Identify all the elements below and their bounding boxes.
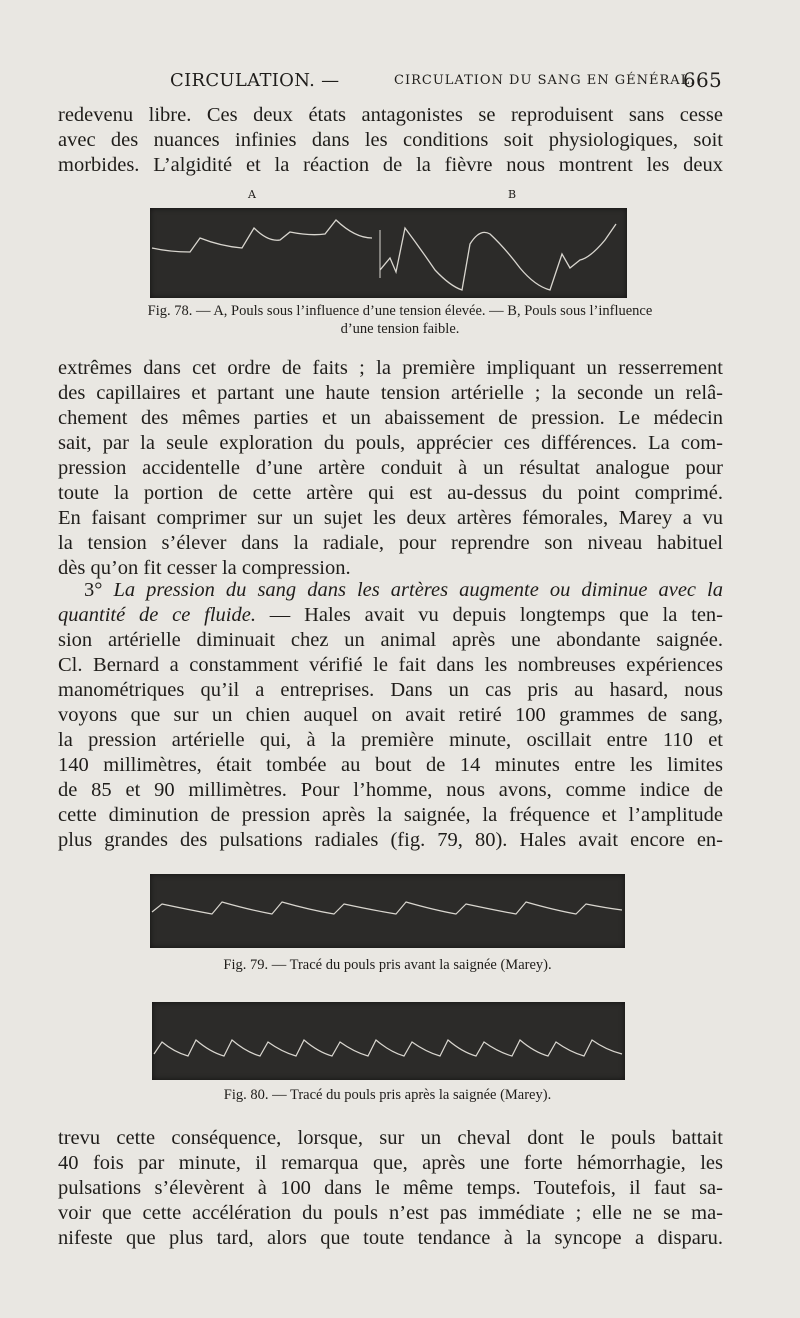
- figure-79-trace-svg: [150, 874, 625, 948]
- text-line: trevu cette conséquence, lorsque, sur un cheval dont le pouls battait: [58, 1127, 723, 1149]
- paragraph-1: [58, 103, 723, 178]
- figure-78-caption: [80, 302, 720, 338]
- text-line: En faisant comprimer sur un sujet les deux artères fémorales, Marey a vu: [58, 507, 723, 529]
- figure-80-trace-svg: [152, 1002, 625, 1080]
- text-line: dès qu’on fit cesser la compression.: [58, 557, 351, 579]
- running-head-title: CIRCULATION. —: [170, 70, 340, 91]
- text-line: manométriques qu’il a entreprises. Dans un cas pris au hasard, nous: [58, 679, 723, 701]
- text-line: la pression artérielle qui, à la première minute, oscillait entre 110 et: [58, 729, 723, 751]
- text-line: voir que cette accélération du pouls n’est pas immédiate ; elle ne se ma-: [58, 1202, 723, 1224]
- text-line: 40 fois par minute, il remarqua que, après une forte hémorrhagie, les: [58, 1152, 723, 1174]
- trace-line: [152, 902, 622, 914]
- text-line: des capillaires et partant une haute tension artérielle ; la seconde un relâ-: [58, 382, 723, 404]
- text-line: sion artérielle diminuait chez un animal après une abondante saignée.: [58, 629, 723, 651]
- running-head-subtitle: CIRCULATION DU SANG EN GÉNÉRAL.: [394, 73, 696, 88]
- italic-heading: La pression du sang dans les artères augmente ou diminue avec la: [113, 579, 723, 601]
- text-line: redevenu libre. Ces deux états antagonistes se reproduisent sans cesse: [58, 104, 723, 126]
- trace-a-line: [152, 220, 372, 252]
- figure-78-caption-line1: Fig. 78. — A, Pouls sous l’influence d’une tension élevée. — B, Pouls sous l’influence: [147, 303, 653, 319]
- text-line: de 85 et 90 millimètres. Pour l’homme, nous avons, comme indice de: [58, 779, 723, 801]
- text-line: 140 millimètres, était tombée au bout de 14 minutes entre les limites: [58, 754, 723, 776]
- figure-78-caption-line2: d’une tension faible.: [340, 321, 460, 337]
- trace-line: [154, 1040, 622, 1056]
- text-line: [58, 603, 723, 628]
- running-head: [58, 66, 722, 96]
- text-line: avec des nuances infinies dans les conditions soit physiologiques, soit: [58, 129, 723, 151]
- figure-79-pulse-trace: [150, 874, 625, 948]
- paragraph-4: [58, 1126, 723, 1251]
- text-line: sait, par la seule exploration du pouls, apprécier ces différences. La com-: [58, 432, 723, 454]
- figure-80-caption: Fig. 80. — Tracé du pouls pris après la saignée (Marey).: [223, 1087, 552, 1103]
- section-number: 3°: [84, 579, 114, 601]
- text-line: chement des mêmes parties et un abaissement de pression. Le médecin: [58, 407, 723, 429]
- figure-78-trace-svg: [150, 208, 627, 298]
- text-line: cette diminution de pression après la saignée, la fréquence et l’amplitude: [58, 804, 723, 826]
- figure-80-pulse-trace: [152, 1002, 625, 1080]
- paragraph-3: [58, 578, 723, 853]
- figure-78-pulse-trace: [150, 208, 627, 298]
- text-line: extrêmes dans cet ordre de faits ; la première impliquant un resserrement: [58, 357, 723, 379]
- figure-78-label-a: A: [248, 188, 256, 201]
- text-line: pression accidentelle d’une artère conduit à un résultat analogue pour: [58, 457, 723, 479]
- figure-78-label-b: B: [508, 188, 517, 201]
- text-line: la tension s’élever dans la radiale, pour reprendre son niveau habituel: [58, 532, 723, 554]
- text-line: pulsations s’élevèrent à 100 dans le même temps. Toutefois, il faut sa-: [58, 1177, 723, 1199]
- text-run: — Hales avait vu depuis longtemps que la ten-: [255, 604, 723, 626]
- text-line: plus grandes des pulsations radiales (fig. 79, 80). Hales avait encore en-: [58, 829, 723, 851]
- text-line: [58, 578, 723, 603]
- text-line: Cl. Bernard a constamment vérifié le fait dans les nombreuses expériences: [58, 654, 723, 676]
- text-line: voyons que sur un chien auquel on avait retiré 100 grammes de sang,: [58, 704, 723, 726]
- page-number: 665: [682, 68, 722, 92]
- paragraph-2: [58, 356, 723, 581]
- italic-heading-end: quantité de ce fluide.: [58, 604, 256, 626]
- trace-b-line: [380, 224, 616, 290]
- text-line: morbides. L’algidité et la réaction de la fièvre nous montrent les deux: [58, 154, 723, 176]
- figure-79-caption: Fig. 79. — Tracé du pouls pris avant la saignée (Marey).: [223, 957, 552, 973]
- text-line: nifeste que plus tard, alors que toute tendance à la syncope a disparu.: [58, 1227, 723, 1249]
- text-line: toute la portion de cette artère qui est au-dessus du point comprimé.: [58, 482, 723, 504]
